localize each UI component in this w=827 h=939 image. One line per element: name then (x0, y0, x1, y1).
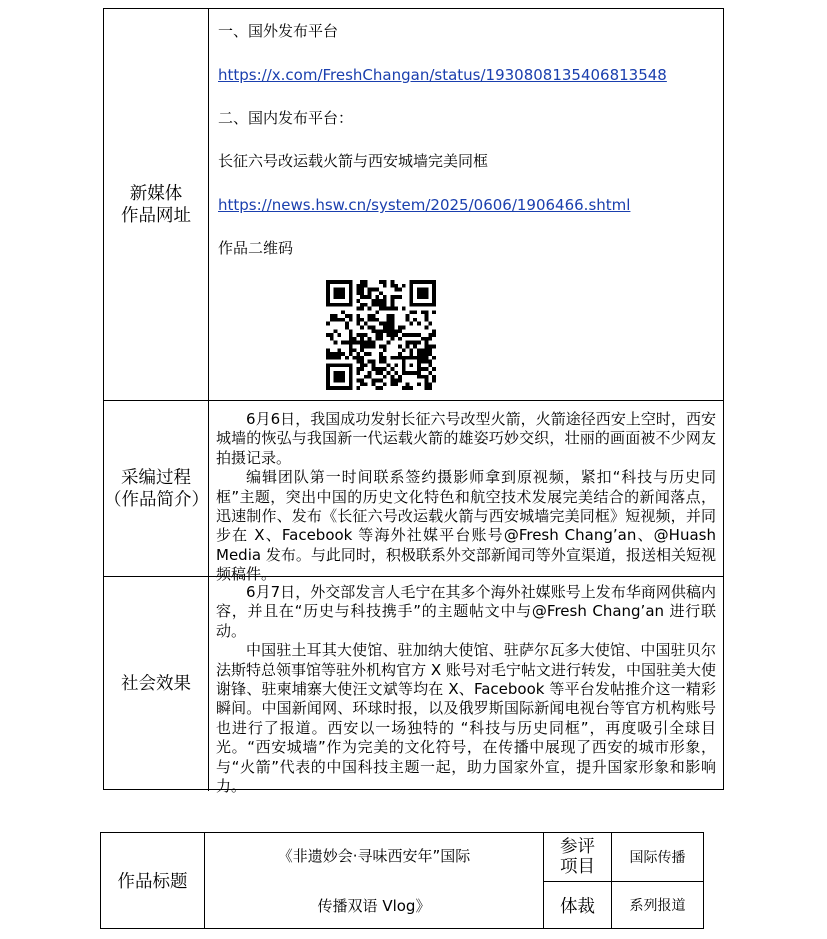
work-title-table (100, 832, 704, 929)
genre-value: 系列报道 (629, 898, 686, 914)
qr-code-graphic (326, 280, 436, 390)
social-effect-label: 社会效果 (104, 577, 209, 791)
social-effect-text (216, 583, 716, 796)
social-effect-row (104, 576, 723, 796)
foreign-platform-heading: 一、国外发布平台 (218, 22, 339, 40)
work-title-value (205, 833, 544, 928)
category-value: 国际传播 (612, 833, 703, 882)
genre-label: 体裁 (544, 882, 612, 928)
new-media-urls-row (104, 9, 723, 400)
label-line: 项目 (560, 857, 595, 877)
editing-process-label (104, 401, 209, 576)
foreign-url-link[interactable]: https://x.com/FreshChangan/status/1930808135406813548 (218, 66, 667, 84)
work-title-label: 作品标题 (101, 833, 205, 928)
effect-paragraph: 中国驻土耳其大使馆、驻加纳大使馆、驻萨尔瓦多大使馆、中国驻贝尔法斯特总领事馆等驻外机构官方 X 账号对毛宁帖文进行转发，中国驻美大使谢锋、驻柬埔寨大使汪文斌等均在 X、Facebook 等平台发帖推介这一精彩瞬间。中国新闻网、环球时报，以及俄罗斯国际新闻电视台等官方机构账号也进行了报道。西安以一场独特的 “科技与历史同框”，再度吸引全球目光。“西安城墙”作为完美的文化符号，在传播中展现了西安的城市形象，与“火箭”代表的中国科技主题一起，助力国家外宣，提升国家形象和影响力。 (216, 641, 716, 796)
editing-process-row (104, 400, 723, 584)
process-paragraph: 6月6日，我国成功发射长征六号改型火箭，火箭途径西安上空时，西安城墙的恢弘与我国新一代运载火箭的雄姿巧妙交织，壮丽的画面被不少网友拍摄记录。 (216, 410, 716, 467)
process-paragraph: 编辑团队第一时间联系签约摄影师拿到原视频，紧扣“科技与历史同框”主题，突出中国的历史文化特色和航空技术发展完美结合的新闻落点，迅速制作、发布《长征六号改运载火箭与西安城墙完美同框》短视频，并同步在 X、Facebook 等海外社媒平台账号@Fresh Chang’an、@Huash Media 发布。与此同时，积极联系外交部新闻司等外宣渠道，报送相关短视频稿件。 (216, 468, 716, 584)
category-label (544, 833, 612, 882)
qr-code-image (326, 280, 436, 390)
label-line: 新媒体 (129, 183, 183, 204)
domestic-url-link[interactable]: https://news.hsw.cn/system/2025/0606/1906466.shtml (218, 196, 631, 214)
social-effect-content (209, 577, 723, 796)
label-line: 作品网址 (121, 205, 191, 226)
editing-process-content (209, 401, 723, 584)
work-title-line: 传播双语 Vlog》 (317, 896, 431, 915)
work-title-line: 《非遗妙会·寻味西安年”国际 (277, 846, 471, 865)
qr-code-heading: 作品二维码 (218, 239, 294, 257)
label-line: 参评 (560, 837, 595, 857)
label-line: （作品简介） (104, 489, 209, 510)
domestic-work-title: 长征六号改运载火箭与西安城墙完美同框 (218, 152, 489, 170)
editing-process-text (216, 410, 716, 585)
new-media-urls-label (104, 9, 209, 400)
new-media-urls-content (209, 9, 723, 400)
works-info-table (103, 8, 724, 796)
domestic-platform-heading: 二、国内发布平台： (218, 109, 354, 127)
label-line: 采编过程 (121, 467, 191, 488)
effect-paragraph: 6月7日，外交部发言人毛宁在其多个海外社媒账号上发布华商网供稿内容，并且在“历史与科技携手”的主题帖文中与@Fresh Chang’an 进行联动。 (216, 583, 716, 640)
